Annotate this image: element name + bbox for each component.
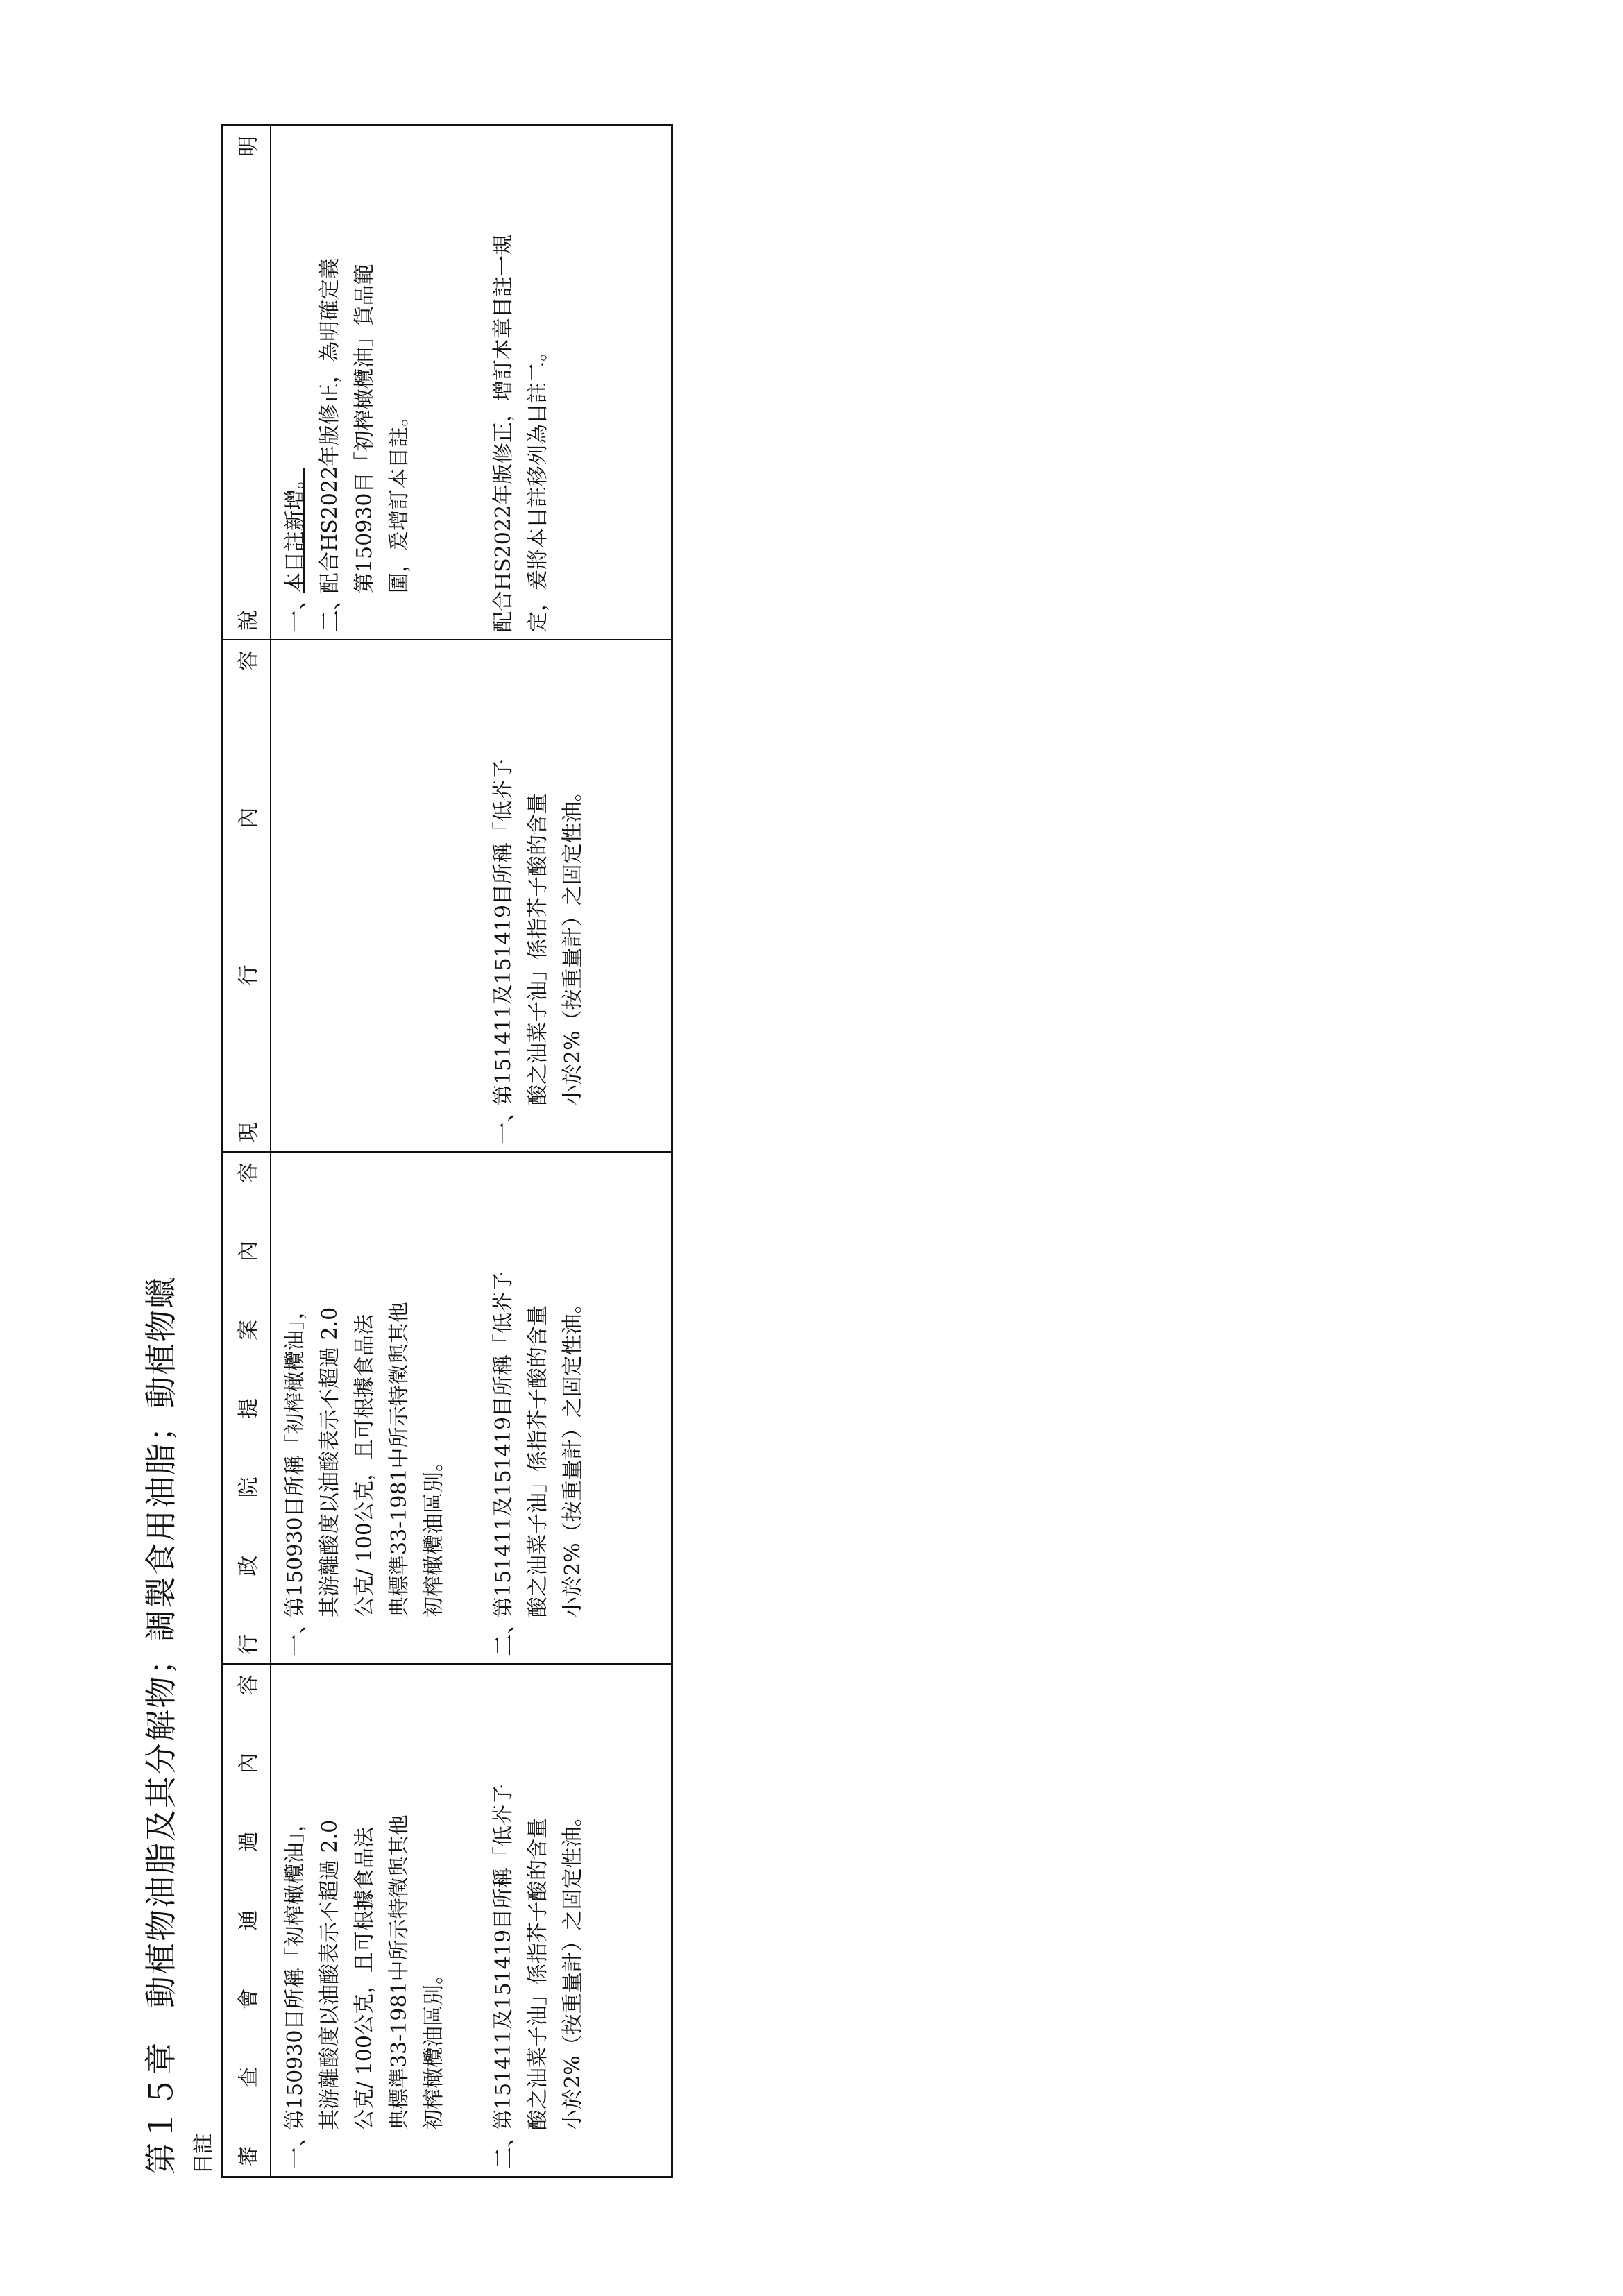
row-number: 一、 [282,1611,309,1656]
chapter-title: 第１５章 動植物油脂及其分解物；調製食用油脂；動植物蠟 [142,1275,180,2175]
row-text-line: 小於2%（按重量計）之固定性油。 [561,1805,585,2130]
row-text-line: 第151411及151419目所稱「低芥子 [491,758,516,1105]
item-number: 二、 [317,587,343,632]
row-text-line: 配合HS2022年版修正，為明確定義 [318,257,342,593]
row-text-line: 酸之油菜子油」係指芥子酸的含量 [526,1818,550,2130]
row-text-line: 小於2%（按重量計）之固定性油。 [561,781,585,1105]
row-text-line: 第150930目所稱「初榨橄欖油」， [283,1811,307,2130]
row-text-line: 第151411及151419目所稱「低芥子 [491,1270,516,1617]
column-header-explanation: 說 明 [223,126,271,640]
section-tag: 目註 [192,2133,216,2175]
row-number: 一、 [282,2124,309,2169]
row-text-line: 酸之油菜子油」係指芥子酸的含量 [526,1305,550,1617]
row-2-executive-cell [486,1153,667,1665]
row-1-explanation-cell [278,126,479,640]
row-text-line: 第150930目所稱「初榨橄欖油」， [283,1298,307,1617]
column-header-current: 現 行 內 容 [223,640,271,1153]
row-number: 一、 [491,1099,517,1144]
row-number: 二、 [491,2124,517,2169]
row-text-line: 初榨橄欖油區別。 [422,1964,446,2130]
row-text-line: 典標準33-1981中所示特徵與其他 [387,1302,411,1617]
row-text-line: 典標準33-1981中所示特徵與其他 [387,1814,411,2130]
row-1-executive-cell [278,1153,479,1665]
row-text-line: 其游離酸度以油酸表示不超過 2.0 [318,1307,342,1617]
row-text-line: 定，爰將本目註移列為目註二。 [526,341,550,632]
column-header-review: 審 查 會 通 過 內 容 [223,1665,271,2176]
row-1-review-cell [278,1665,479,2176]
row-text-line: 初榨橄欖油區別。 [422,1451,446,1617]
row-text-line: 配合HS2022年版修正，增訂本章目註一規 [491,234,516,632]
row-text-line: 酸之油菜子油」係指芥子酸的含量 [526,793,550,1105]
row-text-line: 第150930目「初榨橄欖油」貨品範 [352,264,377,593]
row-2-current-cell [486,640,667,1153]
item-number: 一、 [282,587,309,632]
comparison-table [221,124,673,2178]
row-text-line: 第151411及151419目所稱「低芥子 [491,1783,516,2130]
row-text-line: 公克/ 100公克，且可根據食品法 [352,1827,377,2130]
row-text-line: 圍，爰增訂本目註。 [387,406,411,593]
row-text-line: 小於2%（按重量計）之固定性油。 [561,1293,585,1617]
row-text-line: 公克/ 100公克，且可根據食品法 [352,1314,377,1617]
new-note-text: 本目註新增。 [283,468,307,593]
row-number: 二、 [491,1611,517,1656]
row-2-review-cell [486,1665,667,2176]
column-header-executive: 行 政 院 提 案 內 容 [223,1153,271,1665]
row-2-explanation-cell [486,126,667,640]
row-text-line: 其游離酸度以油酸表示不超過 2.0 [318,1819,342,2130]
